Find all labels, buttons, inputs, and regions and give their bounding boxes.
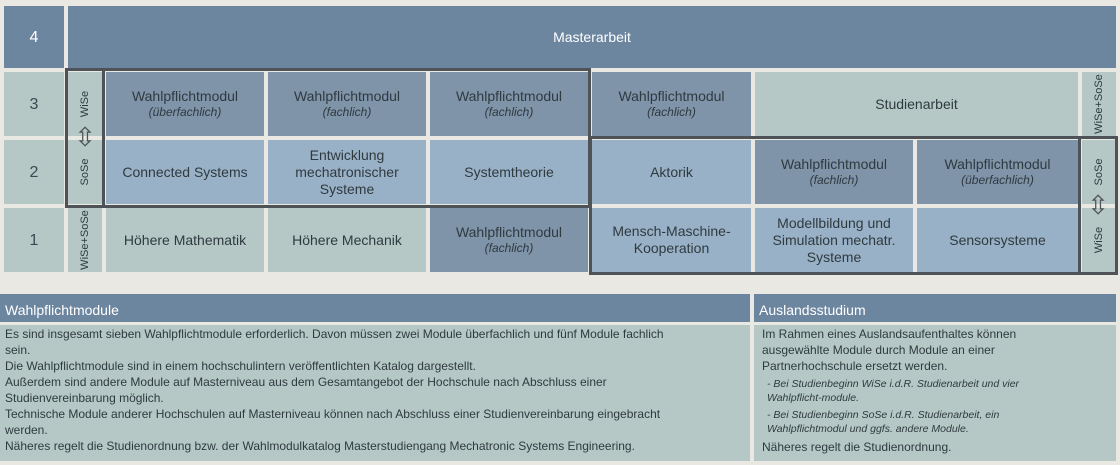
wahlpflicht-text — [0, 325, 750, 461]
module-r2-c5: Wahlpflichtmodul (fachlich) — [755, 140, 913, 204]
module-r2-c4: Aktorik — [592, 140, 751, 204]
module-r1-c2: Höhere Mechanik — [268, 208, 426, 272]
wahlpflicht-paragraph: Außerdem sind andere Module auf Masterniveau aus dem Gesamtangebot der Hochschule nach Abschluss einer Studienvereinbarung möglich. — [5, 375, 607, 405]
module-r2-c6: Wahlpflichtmodul (überfachlich) — [917, 140, 1078, 204]
right-start-wise-sose: WiSe+SoSe — [1082, 72, 1116, 136]
module-r2-c2: Entwicklung mechatronischer Systeme — [268, 140, 426, 204]
module-r2-c1: Connected Systems — [106, 140, 264, 204]
module-r1-c3: Wahlpflichtmodul (fachlich) — [430, 208, 588, 272]
right-start-wise: WiSe — [1082, 208, 1116, 272]
semester-4-label: 4 — [4, 6, 64, 68]
semester-1-label: 1 — [4, 208, 64, 272]
masterarbeit-cell: Masterarbeit — [68, 6, 1116, 68]
semester-2-label: 2 — [4, 140, 64, 204]
swap-arrow-icon: ⇳ — [74, 123, 96, 153]
module-r1-c6: Sensorsysteme — [917, 208, 1078, 272]
module-r1-c4: Mensch-Maschine-Kooperation — [592, 208, 751, 272]
left-start-sose: SoSe — [68, 140, 102, 204]
left-start-wise-sose: WiSe+SoSe — [68, 208, 102, 272]
left-start-wise: WiSe — [68, 72, 102, 136]
ausland-text — [754, 325, 1116, 461]
ausland-intro: Im Rahmen eines Auslandsaufenthaltes können ausgewählte Module durch Module an einer Partnerhochschule ersetzt werden. — [762, 327, 1017, 373]
module-r3-c3: Wahlpflichtmodul (fachlich) — [430, 72, 588, 136]
studienarbeit-cell: Studienarbeit — [755, 72, 1078, 136]
module-r3-c1: Wahlpflichtmodul (überfachlich) — [106, 72, 264, 136]
ausland-bullet: - Bei Studienbeginn WiSe i.d.R. Studienarbeit und vier Wahlpflicht-module. — [767, 378, 1020, 404]
wahlpflicht-paragraph: Die Wahlpflichtmodule sind in einem hochschulintern veröffentlichten Katalog dargestellt. — [5, 359, 476, 373]
module-r1-c1: Höhere Mathematik — [106, 208, 264, 272]
semester-3-label: 3 — [4, 72, 64, 136]
swap-arrow-icon: ⇳ — [1087, 191, 1109, 221]
wahlpflicht-paragraph: Es sind insgesamt sieben Wahlpflichtmodule erforderlich. Davon müssen zwei Module überfachlich und fünf Module fachlich sein. — [5, 327, 664, 357]
module-r3-c2: Wahlpflichtmodul (fachlich) — [268, 72, 426, 136]
module-r1-c5: Modellbildung und Simulation mechatr. Systeme — [755, 208, 913, 272]
ausland-bullet: - Bei Studienbeginn SoSe i.d.R. Studienarbeit, ein Wahlpflichtmodul und ggfs. andere Module. — [767, 409, 1000, 435]
ausland-closing: Näheres regelt die Studienordnung. — [762, 440, 952, 454]
right-start-sose: SoSe — [1082, 140, 1116, 204]
wahlpflicht-heading: Wahlpflichtmodule — [0, 294, 750, 322]
ausland-heading: Auslandsstudium — [754, 294, 1116, 322]
wahlpflicht-paragraph: Technische Module anderer Hochschulen auf Masterniveau können nach Abschluss einer Studienvereinbarung eingebracht werden. — [5, 407, 661, 437]
module-r3-c4: Wahlpflichtmodul (fachlich) — [592, 72, 751, 136]
wahlpflicht-paragraph: Näheres regelt die Studienordnung bzw. der Wahlmodulkatalog Masterstudiengang Mechatronic Systems Engineering. — [5, 439, 635, 453]
module-r2-c3: Systemtheorie — [430, 140, 588, 204]
